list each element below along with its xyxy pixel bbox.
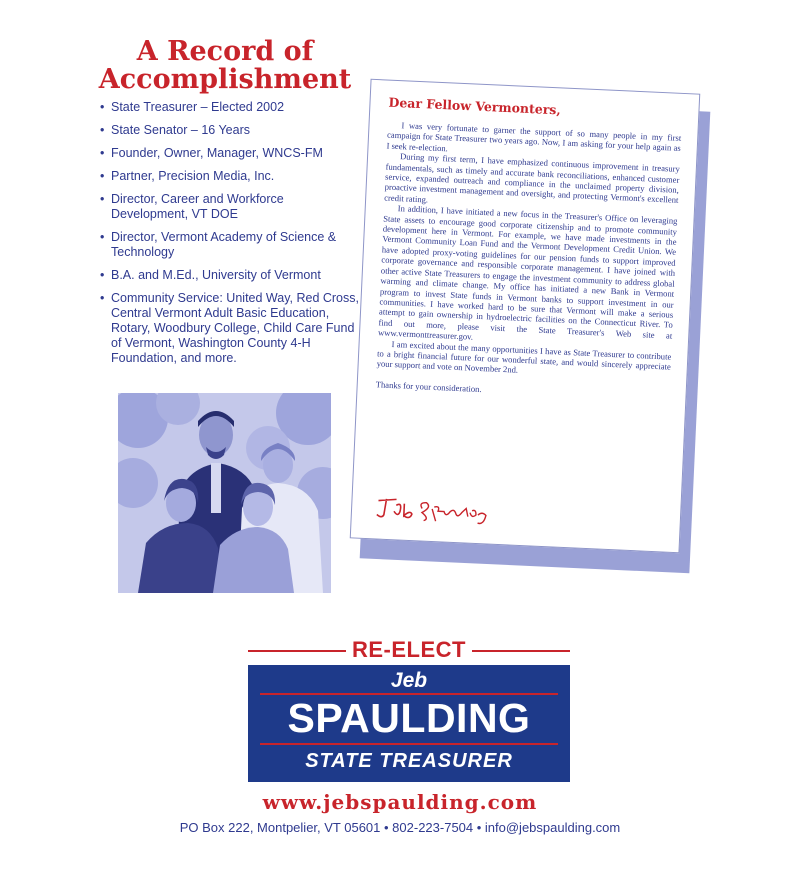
record-heading-line-1: A Record of: [136, 36, 314, 67]
accomplishment-item: • Partner, Precision Media, Inc.: [100, 169, 360, 184]
accomplishment-item: • B.A. and M.Ed., University of Vermont: [100, 268, 360, 283]
letter-greeting: Dear Fellow Vermonters,: [388, 94, 562, 118]
accomplishment-item: • Founder, Owner, Manager, WNCS-FM: [100, 146, 360, 161]
letter-paragraph: In addition, I have initiated a new focus in the Treasurer's Office on leveraging State assets to encourage good corporate citizenship and to promote community development here in Vermont. For example, we have made investments in the Vermont Community Loan Fund and the Vermont Development Credit Union. We have adopted proxy-voting guidelines for our pension funds to support improved corporate governance and responsible corporate management. I have joined with other active State Treasurers to engage the investment community to address global warming and climate change. My office has initiated a new Bank in Vermont program to invest State funds in Vermont banks to support investment in our communities. I have worked hard to be sure that Vermont will make a serious attempt to gain ownership in hydroelectric facilities on the Connecticut River. To find out more, please visit the State Treasurer's Web site at www.vermonttreasurer.gov.: [377, 203, 678, 342]
candidate-last-name: SPAULDING: [287, 695, 531, 741]
candidate-first-name: Jeb: [390, 669, 428, 692]
re-elect-label: RE-ELECT: [346, 637, 472, 662]
letter-card: [350, 79, 701, 553]
record-heading-line-2: Accomplishment: [98, 64, 352, 95]
family-photo-image: [118, 393, 331, 593]
campaign-logo: [246, 636, 572, 782]
letter-paragraph: During my first term, I have emphasized continuous improvement in treasury fundamentals, such as timely and accurate bank reconciliations, enhanced customer service, expanded outreach and compliance in the unclaimed property division, proactive investment management and oversight, and protecting Vermont's excellent credit rating.: [384, 151, 681, 206]
signature: [371, 490, 502, 528]
website-url[interactable]: www.jebspaulding.com: [262, 790, 538, 814]
record-heading: [60, 38, 390, 94]
logo-box: [248, 665, 570, 782]
accomplishment-item: • Community Service: United Way, Red Cross, Central Vermont Adult Basic Education, Rotary, Woodbury College, Child Care Fund of Vermont, Washington County 4-H Foundation, and more.: [100, 291, 360, 366]
accomplishment-item: • State Senator – 16 Years: [100, 123, 360, 138]
contact-info: PO Box 222, Montpelier, VT 05601 • 802-223-7504 • info@jebspaulding.com: [179, 820, 621, 835]
letter-closing: Thanks for your consideration.: [375, 379, 482, 394]
letter-paragraph: I am excited about the many opportunities I have as State Treasurer to contribute to a bright financial future for our wonderful state, and would sincerely appreciate your support and vote on November 2nd.: [376, 338, 672, 376]
accomplishment-item: • Director, Vermont Academy of Science & Technology: [100, 230, 360, 260]
accomplishment-list: [100, 100, 360, 374]
accomplishment-item: • State Treasurer – Elected 2002: [100, 100, 360, 115]
family-photo: [118, 393, 331, 593]
candidate-office: STATE TREASURER: [305, 750, 513, 772]
letter-paragraph: I was very fortunate to garner the support of so many people in my first campaign for State Treasurer two years ago. Now, I am asking for your help again as I seek re-election.: [386, 120, 682, 154]
accomplishment-item: • Director, Career and Workforce Development, VT DOE: [100, 192, 360, 222]
logo-stripe-bottom: [260, 743, 558, 745]
re-elect-banner: [246, 636, 572, 664]
